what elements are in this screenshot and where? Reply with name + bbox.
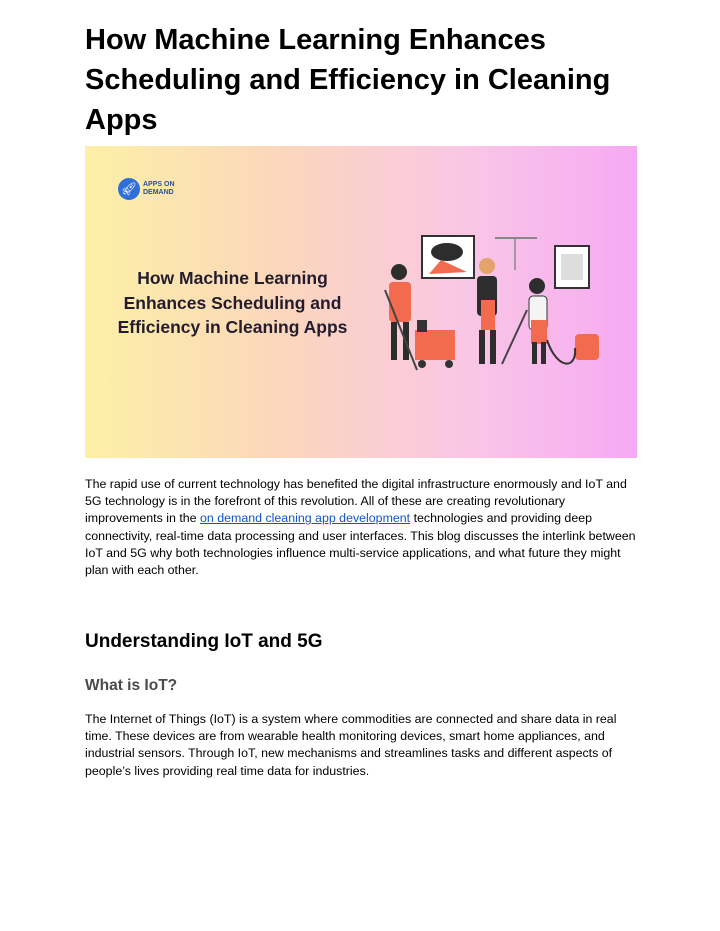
subsection-heading: What is IoT?: [85, 677, 178, 694]
brand-logo: [118, 178, 183, 200]
intro-paragraph: [85, 476, 637, 579]
intro-text-after-link: technologies and providing deep connectivity, real-time data processing and user interfaces. This blog discusses the interlink between IoT and 5G why both technologies influence multi-service applications, and what future they might plan with each other.: [85, 511, 636, 578]
cleaning-app-development-link[interactable]: on demand cleaning app development: [200, 511, 411, 526]
section-heading: Understanding IoT and 5G: [85, 631, 323, 652]
cleaner-figure: [391, 264, 407, 280]
intro-text-before-link: The rapid use of current technology has benefited the digital infrastructure enormously and IoT and 5G technology is in the forefront of this revolution. All of these are creating revolutionary improvements in the: [85, 477, 627, 526]
iot-paragraph: The Internet of Things (IoT) is a system where commodities are connected and share data in real time. These devices are from wearable health monitoring devices, smart home appliances, and industrial sensors. Through IoT, new mechanisms and streamlines tasks and different aspects of people’s lives providing real time data for industries.: [85, 712, 617, 778]
cleaner-figure: [479, 258, 495, 274]
cleaner-figure: [529, 278, 545, 294]
cleaning-cart: [415, 330, 455, 360]
cleaning-team-illustration: [377, 230, 607, 380]
page-title: How Machine Learning Enhances Scheduling and Efficiency in Cleaning Apps: [85, 24, 611, 136]
brand-logo-text: APPS ON DEMAND: [143, 181, 175, 196]
banner-title: How Machine Learning Enhances Scheduling and Efficiency in Cleaning Apps: [117, 268, 348, 337]
hero-banner: [85, 146, 637, 458]
rocket-icon: 🚀︎: [118, 178, 140, 200]
vacuum-cleaner: [575, 334, 599, 360]
